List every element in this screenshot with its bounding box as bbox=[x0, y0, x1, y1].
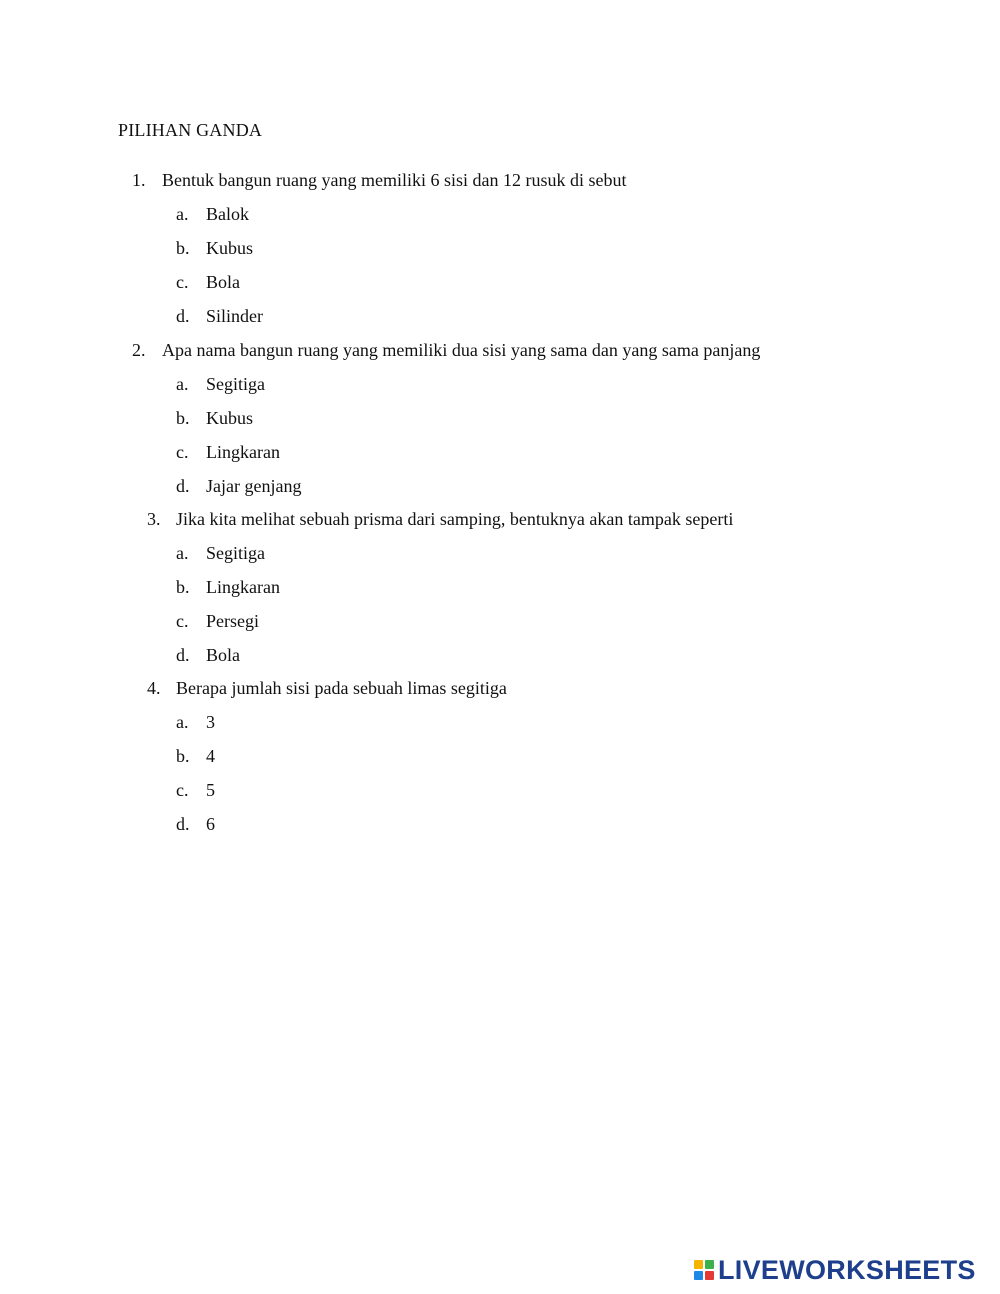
option-3c[interactable] bbox=[176, 609, 259, 633]
option-2d[interactable] bbox=[176, 474, 301, 498]
option-letter: b. bbox=[176, 746, 190, 766]
option-text: Lingkaran bbox=[206, 577, 280, 597]
option-text: Persegi bbox=[206, 611, 259, 631]
question-3 bbox=[147, 507, 734, 531]
option-1c[interactable] bbox=[176, 270, 240, 294]
question-text: Apa nama bangun ruang yang memiliki dua sisi yang sama dan yang sama panjang bbox=[162, 340, 761, 360]
option-text: Lingkaran bbox=[206, 442, 280, 462]
logo-mark-square bbox=[705, 1260, 714, 1269]
option-letter: c. bbox=[176, 611, 189, 631]
question-number: 3. bbox=[147, 509, 161, 529]
option-letter: a. bbox=[176, 712, 189, 732]
option-letter: d. bbox=[176, 476, 190, 496]
option-letter: c. bbox=[176, 442, 189, 462]
option-text: 5 bbox=[206, 780, 215, 800]
option-text: Kubus bbox=[206, 408, 254, 428]
option-4b[interactable] bbox=[176, 744, 215, 768]
option-4c[interactable] bbox=[176, 778, 215, 802]
option-text: 3 bbox=[206, 712, 215, 732]
logo-mark-square bbox=[694, 1260, 703, 1269]
option-1b[interactable] bbox=[176, 236, 253, 260]
question-text: Bentuk bangun ruang yang memiliki 6 sisi dan 12 rusuk di sebut bbox=[162, 170, 627, 190]
option-letter: a. bbox=[176, 374, 189, 394]
option-letter: b. bbox=[176, 238, 190, 258]
option-letter: c. bbox=[176, 780, 189, 800]
option-3b[interactable] bbox=[176, 575, 280, 599]
option-4d[interactable] bbox=[176, 812, 215, 836]
option-text: Silinder bbox=[206, 306, 263, 326]
option-1d[interactable] bbox=[176, 304, 263, 328]
option-1a[interactable] bbox=[176, 202, 249, 226]
option-letter: b. bbox=[176, 408, 190, 428]
option-text: Bola bbox=[206, 645, 240, 665]
logo-mark-icon bbox=[694, 1260, 714, 1280]
question-number: 4. bbox=[147, 678, 161, 698]
option-3a[interactable] bbox=[176, 541, 265, 565]
question-1 bbox=[132, 168, 627, 192]
worksheet-heading: PILIHAN GANDA bbox=[118, 120, 263, 140]
liveworksheets-logo bbox=[694, 1257, 976, 1283]
logo-mark-square bbox=[705, 1271, 714, 1280]
option-letter: b. bbox=[176, 577, 190, 597]
option-letter: d. bbox=[176, 645, 190, 665]
question-4 bbox=[147, 676, 507, 700]
option-4a[interactable] bbox=[176, 710, 215, 734]
option-text: Kubus bbox=[206, 238, 254, 258]
option-text: 4 bbox=[206, 746, 215, 766]
option-letter: c. bbox=[176, 272, 189, 292]
question-number: 1. bbox=[132, 170, 146, 190]
question-2 bbox=[132, 338, 761, 362]
option-letter: d. bbox=[176, 814, 190, 834]
option-text: 6 bbox=[206, 814, 215, 834]
option-letter: a. bbox=[176, 543, 189, 563]
logo-text: LIVEWORKSHEETS bbox=[718, 1255, 976, 1285]
option-text: Bola bbox=[206, 272, 240, 292]
question-text: Berapa jumlah sisi pada sebuah limas segitiga bbox=[176, 678, 507, 698]
option-text: Jajar genjang bbox=[206, 476, 302, 496]
option-text: Balok bbox=[206, 204, 249, 224]
question-number: 2. bbox=[132, 340, 146, 360]
option-2a[interactable] bbox=[176, 372, 265, 396]
option-text: Segitiga bbox=[206, 374, 265, 394]
option-letter: d. bbox=[176, 306, 190, 326]
option-3d[interactable] bbox=[176, 643, 240, 667]
logo-mark-square bbox=[694, 1271, 703, 1280]
option-2b[interactable] bbox=[176, 406, 253, 430]
question-text: Jika kita melihat sebuah prisma dari samping, bentuknya akan tampak seperti bbox=[176, 509, 734, 529]
option-text: Segitiga bbox=[206, 543, 265, 563]
option-2c[interactable] bbox=[176, 440, 280, 464]
option-letter: a. bbox=[176, 204, 189, 224]
